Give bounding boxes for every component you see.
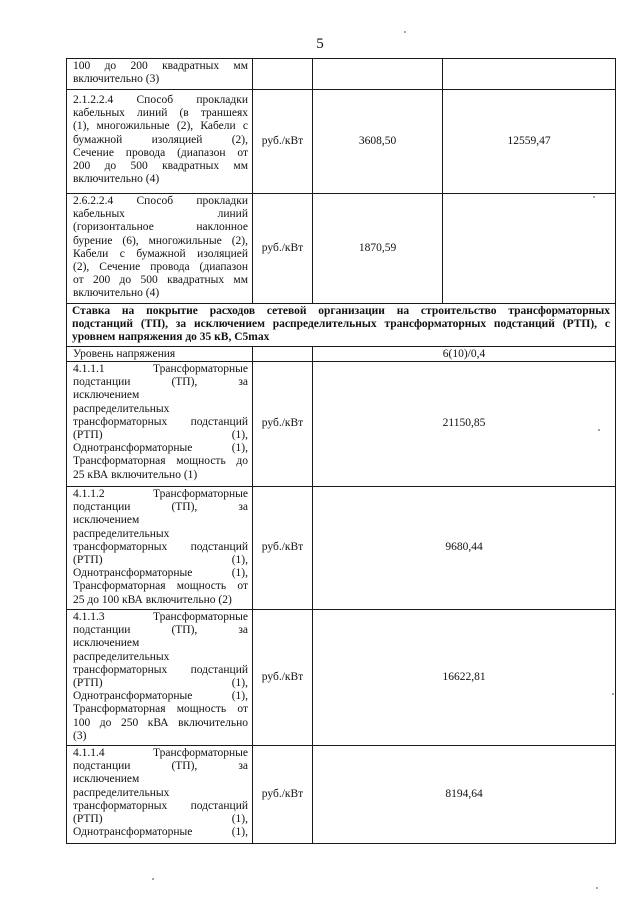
- row-description: [66, 609, 253, 746]
- value-cell: [442, 193, 616, 304]
- desc-line: Однотрансформаторные (1),: [73, 826, 248, 839]
- desc-line: 4.1.1.2 Трансформаторные: [73, 488, 248, 500]
- value-cell: 1870,59: [312, 193, 443, 304]
- row-description: [66, 486, 253, 610]
- header-line: подстанций (ТП), за исключением распределительных трансформаторных подстанций (РТП), с: [72, 318, 610, 331]
- desc-line: от 200 до 500 квадратных мм: [73, 274, 248, 287]
- unit-cell: руб./кВт: [252, 486, 313, 610]
- desc-line: включительно (3): [73, 73, 160, 86]
- unit-cell: руб./кВт: [252, 609, 313, 746]
- desc-line: распределительных: [73, 786, 170, 799]
- desc-line: исключением: [73, 773, 140, 786]
- value-cell: 21150,85: [312, 361, 616, 487]
- unit-cell: руб./кВт: [252, 745, 313, 844]
- desc-line: (2), Сечение провода (диапазон: [73, 261, 248, 274]
- scan-speck: [404, 31, 406, 33]
- value-cell: 12559,47: [442, 89, 616, 194]
- desc-line: 25 до 100 кВА включительно (2): [73, 593, 232, 606]
- table-row: [66, 361, 616, 487]
- desc-line: 200 до 500 квадратных мм: [73, 160, 248, 173]
- desc-line: Трансформаторная мощность от: [73, 580, 248, 593]
- voltage-row: [66, 346, 616, 362]
- desc-line: 4.1.1.4 Трансформаторные: [73, 747, 248, 759]
- desc-line: Сечение провода (диапазон от: [73, 146, 248, 159]
- section-header-row: [66, 303, 616, 347]
- desc-line: (РТП) (1),: [73, 813, 248, 826]
- desc-line: 100 до 200 квадратных мм: [73, 60, 248, 72]
- row-description: [66, 193, 253, 304]
- desc-line: трансформаторных подстанций: [73, 540, 248, 553]
- scan-speck: [598, 429, 600, 431]
- desc-line: (горизонтальное наклонное: [73, 221, 248, 234]
- voltage-unit-cell: [252, 346, 313, 362]
- desc-line: (3): [73, 729, 87, 742]
- desc-line: 25 кВА включительно (1): [73, 468, 198, 481]
- desc-line: распределительных: [73, 650, 170, 663]
- desc-line: исключением: [73, 514, 140, 527]
- desc-line: 100 до 250 кВА включительно: [73, 716, 248, 729]
- desc-line: Однотрансформаторные (1),: [73, 442, 248, 455]
- desc-line: Трансформаторная мощность до: [73, 455, 248, 468]
- desc-line: 2.1.2.2.4 Способ прокладки: [73, 94, 248, 106]
- value-cell: 9680,44: [312, 486, 616, 610]
- header-line: уровнем напряжения до 35 кВ, C5max: [72, 331, 270, 344]
- section-header: [66, 303, 616, 347]
- unit-cell: руб./кВт: [252, 89, 313, 194]
- scan-speck: [612, 693, 614, 695]
- table-row: [66, 609, 616, 746]
- desc-line: распределительных: [73, 527, 170, 540]
- desc-line: подстанции (ТП), за: [73, 760, 248, 773]
- table-row: [66, 89, 616, 194]
- table-row: [66, 486, 616, 610]
- desc-line: трансформаторных подстанций: [73, 415, 248, 428]
- table-row: [66, 58, 616, 90]
- row-description: [66, 89, 253, 194]
- row-description: [66, 58, 253, 90]
- value-cell: [442, 58, 616, 90]
- desc-line: кабельных линий: [73, 208, 248, 221]
- row-description: [66, 361, 253, 487]
- scan-speck: [593, 196, 595, 198]
- desc-line: 2.6.2.2.4 Способ прокладки: [73, 195, 248, 207]
- unit-cell: [252, 58, 313, 90]
- desc-line: подстанции (ТП), за: [73, 501, 248, 514]
- desc-line: бурение (6), многожильные (2),: [73, 234, 248, 247]
- desc-line: (РТП) (1),: [73, 429, 248, 442]
- header-line: Ставка на покрытие расходов сетевой организации на строительство трансформаторных: [72, 305, 610, 317]
- unit-cell: руб./кВт: [252, 361, 313, 487]
- voltage-value: 6(10)/0,4: [312, 346, 616, 362]
- desc-line: (1), многожильные (2), Кабели с: [73, 120, 248, 133]
- desc-line: Кабели с бумажной изоляцией: [73, 247, 248, 260]
- scan-speck: [596, 887, 598, 889]
- value-cell: 16622,81: [312, 609, 616, 746]
- desc-line: включительно (4): [73, 287, 160, 300]
- desc-line: (РТП) (1),: [73, 554, 248, 567]
- desc-line: исключением: [73, 389, 140, 402]
- desc-line: включительно (4): [73, 173, 160, 186]
- table-row: [66, 745, 616, 844]
- desc-line: Трансформаторная мощность от: [73, 703, 248, 716]
- desc-line: трансформаторных подстанций: [73, 799, 248, 812]
- table-row: [66, 193, 616, 304]
- value-cell: 8194,64: [312, 745, 616, 844]
- desc-line: подстанции (ТП), за: [73, 376, 248, 389]
- desc-line: распределительных: [73, 402, 170, 415]
- desc-line: 4.1.1.3 Трансформаторные: [73, 611, 248, 623]
- unit-cell: руб./кВт: [252, 193, 313, 304]
- desc-line: бумажной изоляцией (2),: [73, 133, 248, 146]
- scan-speck: [152, 878, 154, 880]
- desc-line: (РТП) (1),: [73, 677, 248, 690]
- page-number: 5: [316, 36, 324, 52]
- desc-line: трансформаторных подстанций: [73, 663, 248, 676]
- desc-line: Однотрансформаторные (1),: [73, 567, 248, 580]
- value-cell: [312, 58, 443, 90]
- desc-line: 4.1.1.1 Трансформаторные: [73, 363, 248, 375]
- desc-line: Однотрансформаторные (1),: [73, 690, 248, 703]
- desc-line: исключением: [73, 637, 140, 650]
- voltage-label: Уровень напряжения: [66, 346, 253, 362]
- row-description: [66, 745, 253, 844]
- desc-line: подстанции (ТП), за: [73, 624, 248, 637]
- value-cell: 3608,50: [312, 89, 443, 194]
- desc-line: кабельных линий (в траншеях: [73, 107, 248, 120]
